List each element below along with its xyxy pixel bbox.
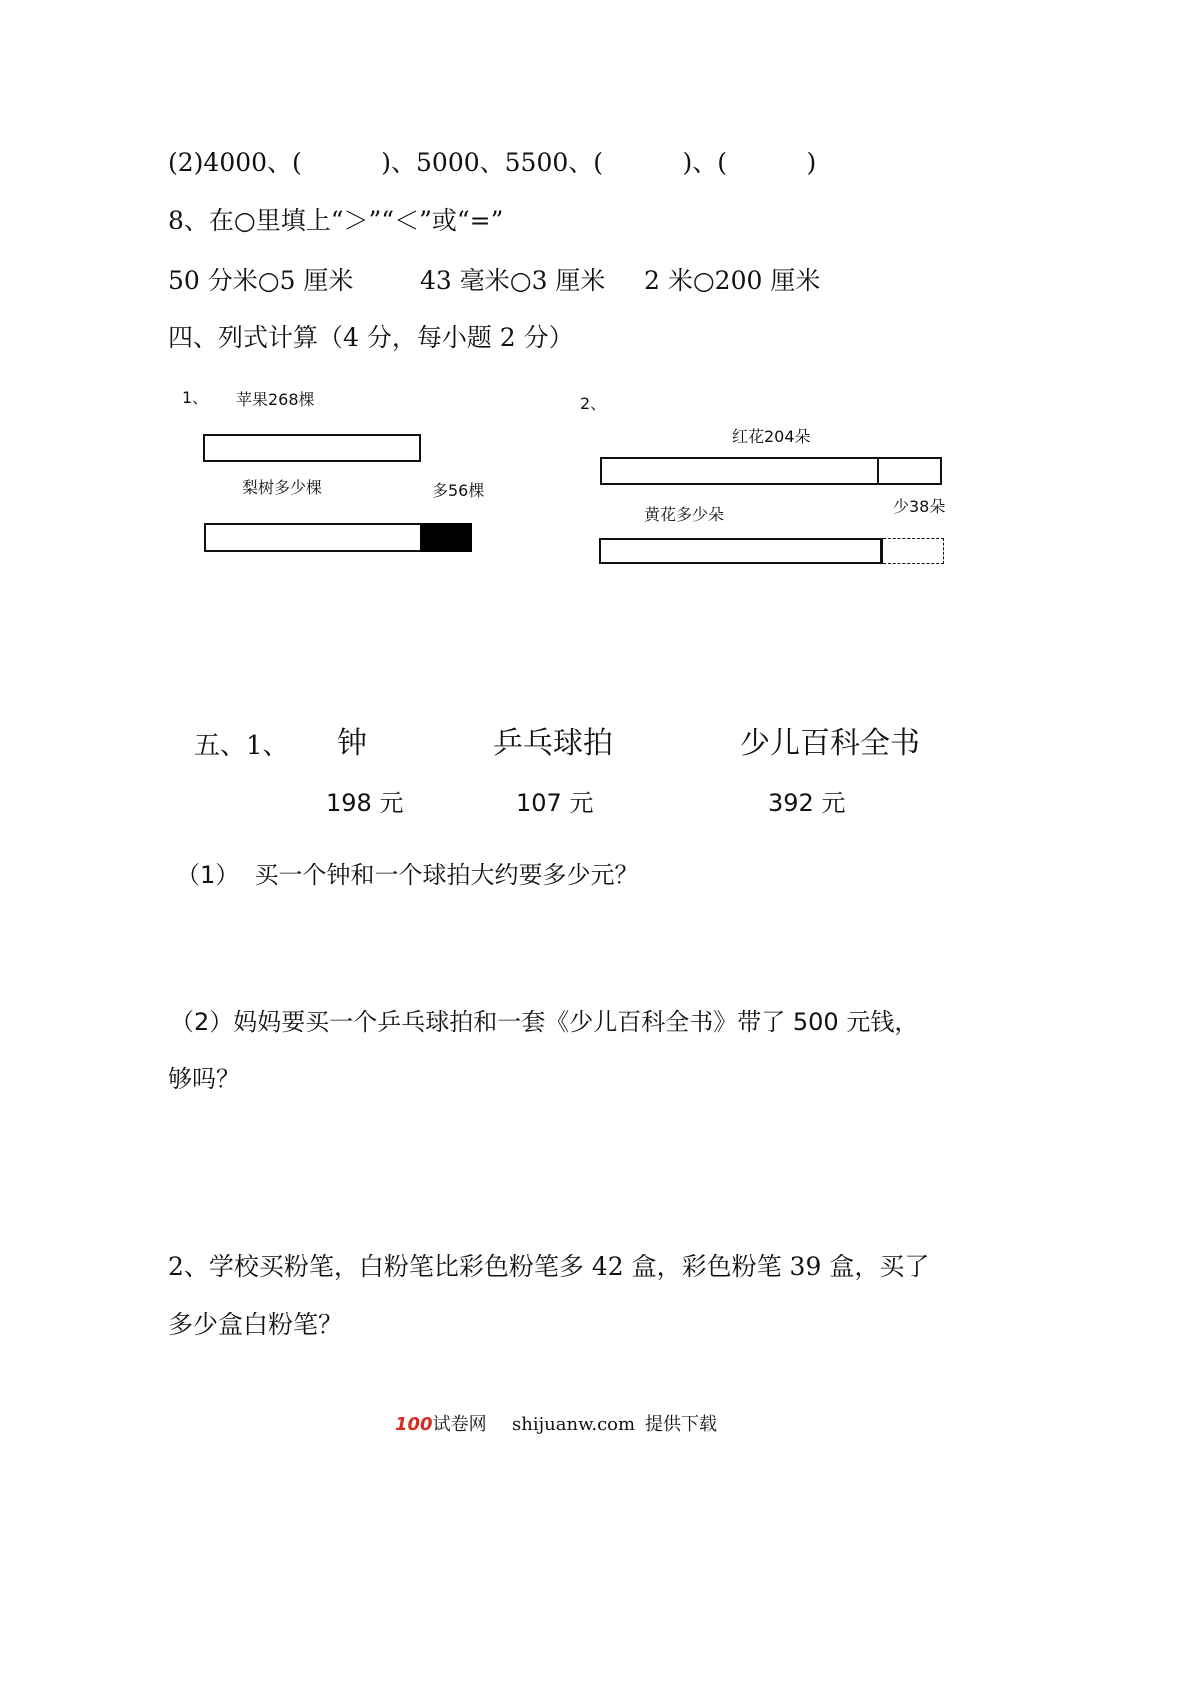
chalk-question-line2: 多少盒白粉笔？ <box>168 1310 344 1339</box>
diagram1-number: 1、 <box>182 388 209 407</box>
section5-question-2-line2: 够吗？ <box>168 1065 240 1093</box>
footer-note: 提供下载 <box>645 1414 717 1435</box>
compare-question-title: 8、在○里填上“＞”“＜”或“=” <box>168 206 504 235</box>
product-name-1: 钟 <box>337 726 367 761</box>
diagram1-extra-label: 多56棵 <box>432 481 485 500</box>
compare-item-3: 2 米○200 厘米 <box>644 266 821 295</box>
compare-item-1: 50 分米○5 厘米 <box>168 266 354 295</box>
diagram1-top-bar <box>203 434 421 462</box>
sequence-question: (2)4000、( )、5000、5500、( )、( ) <box>168 148 817 177</box>
chalk-question-line1: 2、学校买粉笔，白粉笔比彩色粉笔多 42 盒，彩色粉笔 39 盒，买了 <box>168 1252 930 1281</box>
diagram2-top-bar <box>600 457 942 485</box>
section4-title: 四、列式计算（4 分，每小题 2 分） <box>168 323 574 352</box>
diagram2-top-divider <box>877 457 879 485</box>
diagram2-extra-label: 少38朵 <box>893 497 946 516</box>
footer-brand <box>395 1414 487 1436</box>
product-name-2: 乒乓球拍 <box>493 726 613 761</box>
diagram2-missing-segment <box>883 538 944 564</box>
site-logo: 100 <box>395 1414 433 1435</box>
diagram1-bottom-bar <box>204 523 422 552</box>
product-price-1: 198 元 <box>326 789 404 817</box>
section5-question-1: （1） 买一个钟和一个球拍大约要多少元？ <box>176 861 639 889</box>
diagram2-top-label: 红花204朵 <box>732 427 811 446</box>
diagram2-number: 2、 <box>580 394 607 413</box>
product-name-3: 少儿百科全书 <box>740 726 920 761</box>
compare-item-2: 43 毫米○3 厘米 <box>420 266 606 295</box>
section5-prefix: 五、1、 <box>194 731 289 761</box>
footer-url: shijuanw.com <box>512 1414 636 1435</box>
product-price-2: 107 元 <box>516 789 594 817</box>
diagram1-bottom-label: 梨树多少棵 <box>242 478 323 497</box>
diagram2-bottom-bar <box>599 538 883 564</box>
product-price-3: 392 元 <box>768 789 846 817</box>
diagram1-extra-segment <box>420 523 472 552</box>
section5-question-2-line1: （2）妈妈要买一个乒乓球拍和一套《少儿百科全书》带了 500 元钱， <box>170 1008 919 1036</box>
diagram1-top-label: 苹果268棵 <box>236 390 315 409</box>
footer-site-name: 试卷网 <box>432 1414 487 1435</box>
diagram2-bottom-label: 黄花多少朵 <box>644 505 725 524</box>
